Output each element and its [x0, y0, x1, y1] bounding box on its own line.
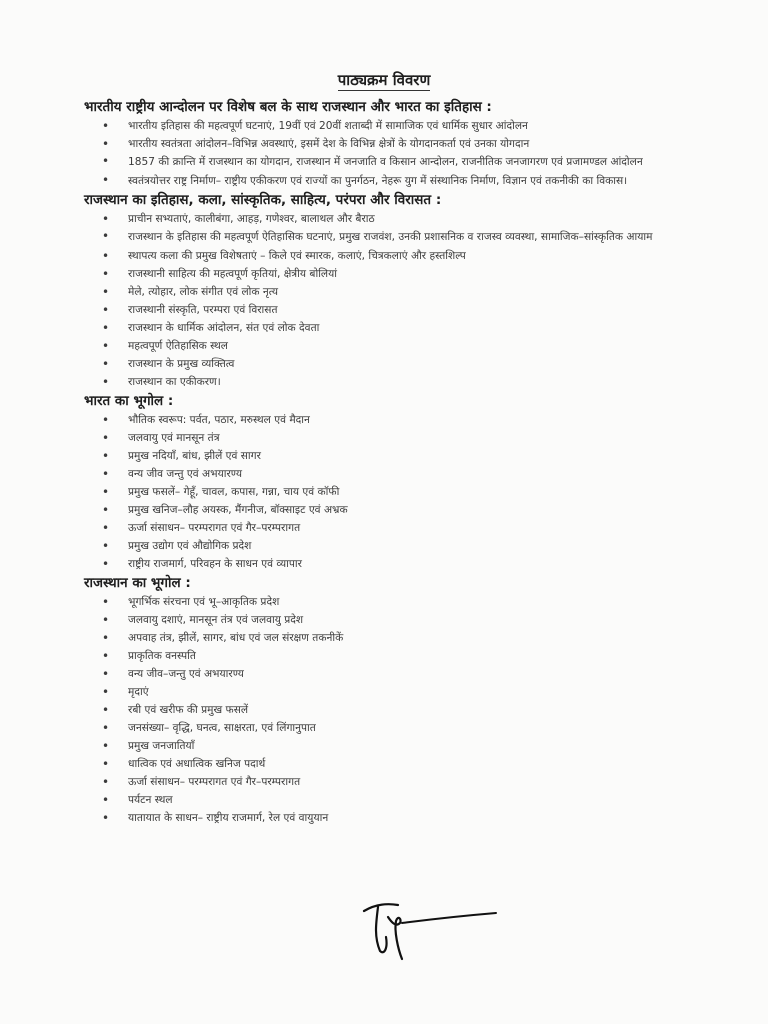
list-item: • प्रमुख फसलें– गेहूँ, चावल, कपास, गन्ना, चाय एवं कॉफी: [112, 483, 724, 501]
section-rajasthan-geography: [84, 574, 724, 827]
list-item: • राष्ट्रीय राजमार्ग, परिवहन के साधन एवं व्यापार: [112, 555, 724, 573]
list-item: • राजस्थानी संस्कृति, परम्परा एवं विरासत: [112, 301, 724, 319]
list-item: • स्थापत्य कला की प्रमुख विशेषताएं – किले एवं स्मारक, कलाएं, चित्रकलाएं और हस्तशिल्प: [112, 247, 724, 265]
list-item: • पर्यटन स्थल: [112, 791, 724, 809]
list-item: • 1857 की क्रान्ति में राजस्थान का योगदान, राजस्थान में जनजाति व किसान आन्दोलन, राजनीतिक जनजागरण एवं प्रजामण्डल आंदोलन: [112, 153, 724, 172]
section-india-geography: [84, 392, 724, 573]
handwritten-signature: [358, 893, 508, 963]
list-item: • प्रमुख खनिज–लौह अयस्क, मैंगनीज, बॉक्साइट एवं अभ्रक: [112, 501, 724, 519]
section-items: [84, 593, 724, 827]
list-item: • यातायात के साधन– राष्ट्रीय राजमार्ग, रेल एवं वायुयान: [112, 809, 724, 827]
list-item: • जलवायु एवं मानसून तंत्र: [112, 429, 724, 447]
list-item: • मेले, त्योहार, लोक संगीत एवं लोक नृत्य: [112, 283, 724, 301]
section-items: [84, 210, 724, 391]
list-item: • रबी एवं खरीफ की प्रमुख फसलें: [112, 701, 724, 719]
list-item: • महत्वपूर्ण ऐतिहासिक स्थल: [112, 337, 724, 355]
list-item: • वन्य जीव–जन्तु एवं अभयारण्य: [112, 665, 724, 683]
list-item: • स्वतंत्रयोत्तर राष्ट्र निर्माण– राष्ट्रीय एकीकरण एवं राज्यों का पुनर्गठन, नेहरू युग में संस्थानिक निर्माण, विज्ञान एवं तकनीकी का विकास।: [112, 172, 724, 191]
list-item: • प्राकृतिक वनस्पति: [112, 647, 724, 665]
list-item: • राजस्थानी साहित्य की महत्वपूर्ण कृतियां, क्षेत्रीय बोलियां: [112, 265, 724, 283]
list-item: • ऊर्जा संसाधन– परम्परागत एवं गैर–परम्परागत: [112, 773, 724, 791]
list-item: • जलवायु दशाएं, मानसून तंत्र एवं जलवायु प्रदेश: [112, 611, 724, 629]
list-item: • राजस्थान का एकीकरण।: [112, 373, 724, 391]
section-rajasthan-history: [84, 191, 724, 391]
list-item: • प्रमुख उद्योग एवं औद्योगिक प्रदेश: [112, 537, 724, 555]
list-item: • प्राचीन सभ्यताएं, कालीबंगा, आहड़, गणेश्वर, बालाथल और बैराठ: [112, 210, 724, 228]
list-item: • राजस्थान के प्रमुख व्यक्तित्व: [112, 355, 724, 373]
list-item: • ऊर्जा संसाधन– परम्परागत एवं गैर–परम्परागत: [112, 519, 724, 537]
section-heading: भारत का भूगोल :: [84, 392, 174, 409]
list-item: • भारतीय स्वतंत्रता आंदोलन–विभिन्न अवस्थाएं, इसमें देश के विभिन्न क्षेत्रों के योगदानकर्ता एवं उनका योगदान: [112, 135, 724, 153]
list-item: • अपवाह तंत्र, झीलें, सागर, बांध एवं जल संरक्षण तकनीकें: [112, 629, 724, 647]
section-heading: राजस्थान का इतिहास, कला, सांस्कृतिक, साहित्य, परंपरा और विरासत :: [84, 192, 442, 208]
list-item: • प्रमुख जनजातियाँ: [112, 737, 724, 755]
list-item: • भारतीय इतिहास की महत्वपूर्ण घटनाएं, 19वीं एवं 20वीं शताब्दी में सामाजिक एवं धार्मिक सुधार आंदोलन: [112, 117, 724, 135]
page-title-text: पाठ्यक्रम विवरण: [337, 71, 431, 89]
section-items: [84, 117, 724, 190]
page-title: [0, 70, 768, 90]
list-item: • वन्य जीव जन्तु एवं अभयारण्य: [112, 465, 724, 483]
list-item: • राजस्थान के इतिहास की महत्वपूर्ण ऐतिहासिक घटनाएं, प्रमुख राजवंश, उनकी प्रशासनिक व राजस्व व्यवस्था, सामाजिक–सांस्कृतिक आयाम: [112, 228, 724, 247]
list-item: • धात्विक एवं अधात्विक खनिज पदार्थ: [112, 755, 724, 773]
section-heading: भारतीय राष्ट्रीय आन्दोलन पर विशेष बल के साथ राजस्थान और भारत का इतिहास :: [84, 99, 492, 115]
list-item: • भौतिक स्वरूप: पर्वत, पठार, मरुस्थल एवं मैदान: [112, 411, 724, 429]
section-items: [84, 411, 724, 573]
list-item: • भूगर्भिक संरचना एवं भू–आकृतिक प्रदेश: [112, 593, 724, 611]
list-item: • राजस्थान के धार्मिक आंदोलन, संत एवं लोक देवता: [112, 319, 724, 337]
list-item: • जनसंख्या– वृद्धि, घनत्व, साक्षरता, एवं लिंगानुपात: [112, 719, 724, 737]
list-item: • प्रमुख नदियाँ, बांध, झीलें एवं सागर: [112, 447, 724, 465]
section-india-history: [84, 98, 724, 190]
list-item: • मृदाएं: [112, 683, 724, 701]
syllabus-content: [84, 98, 724, 828]
section-heading: राजस्थान का भूगोल :: [84, 574, 191, 591]
